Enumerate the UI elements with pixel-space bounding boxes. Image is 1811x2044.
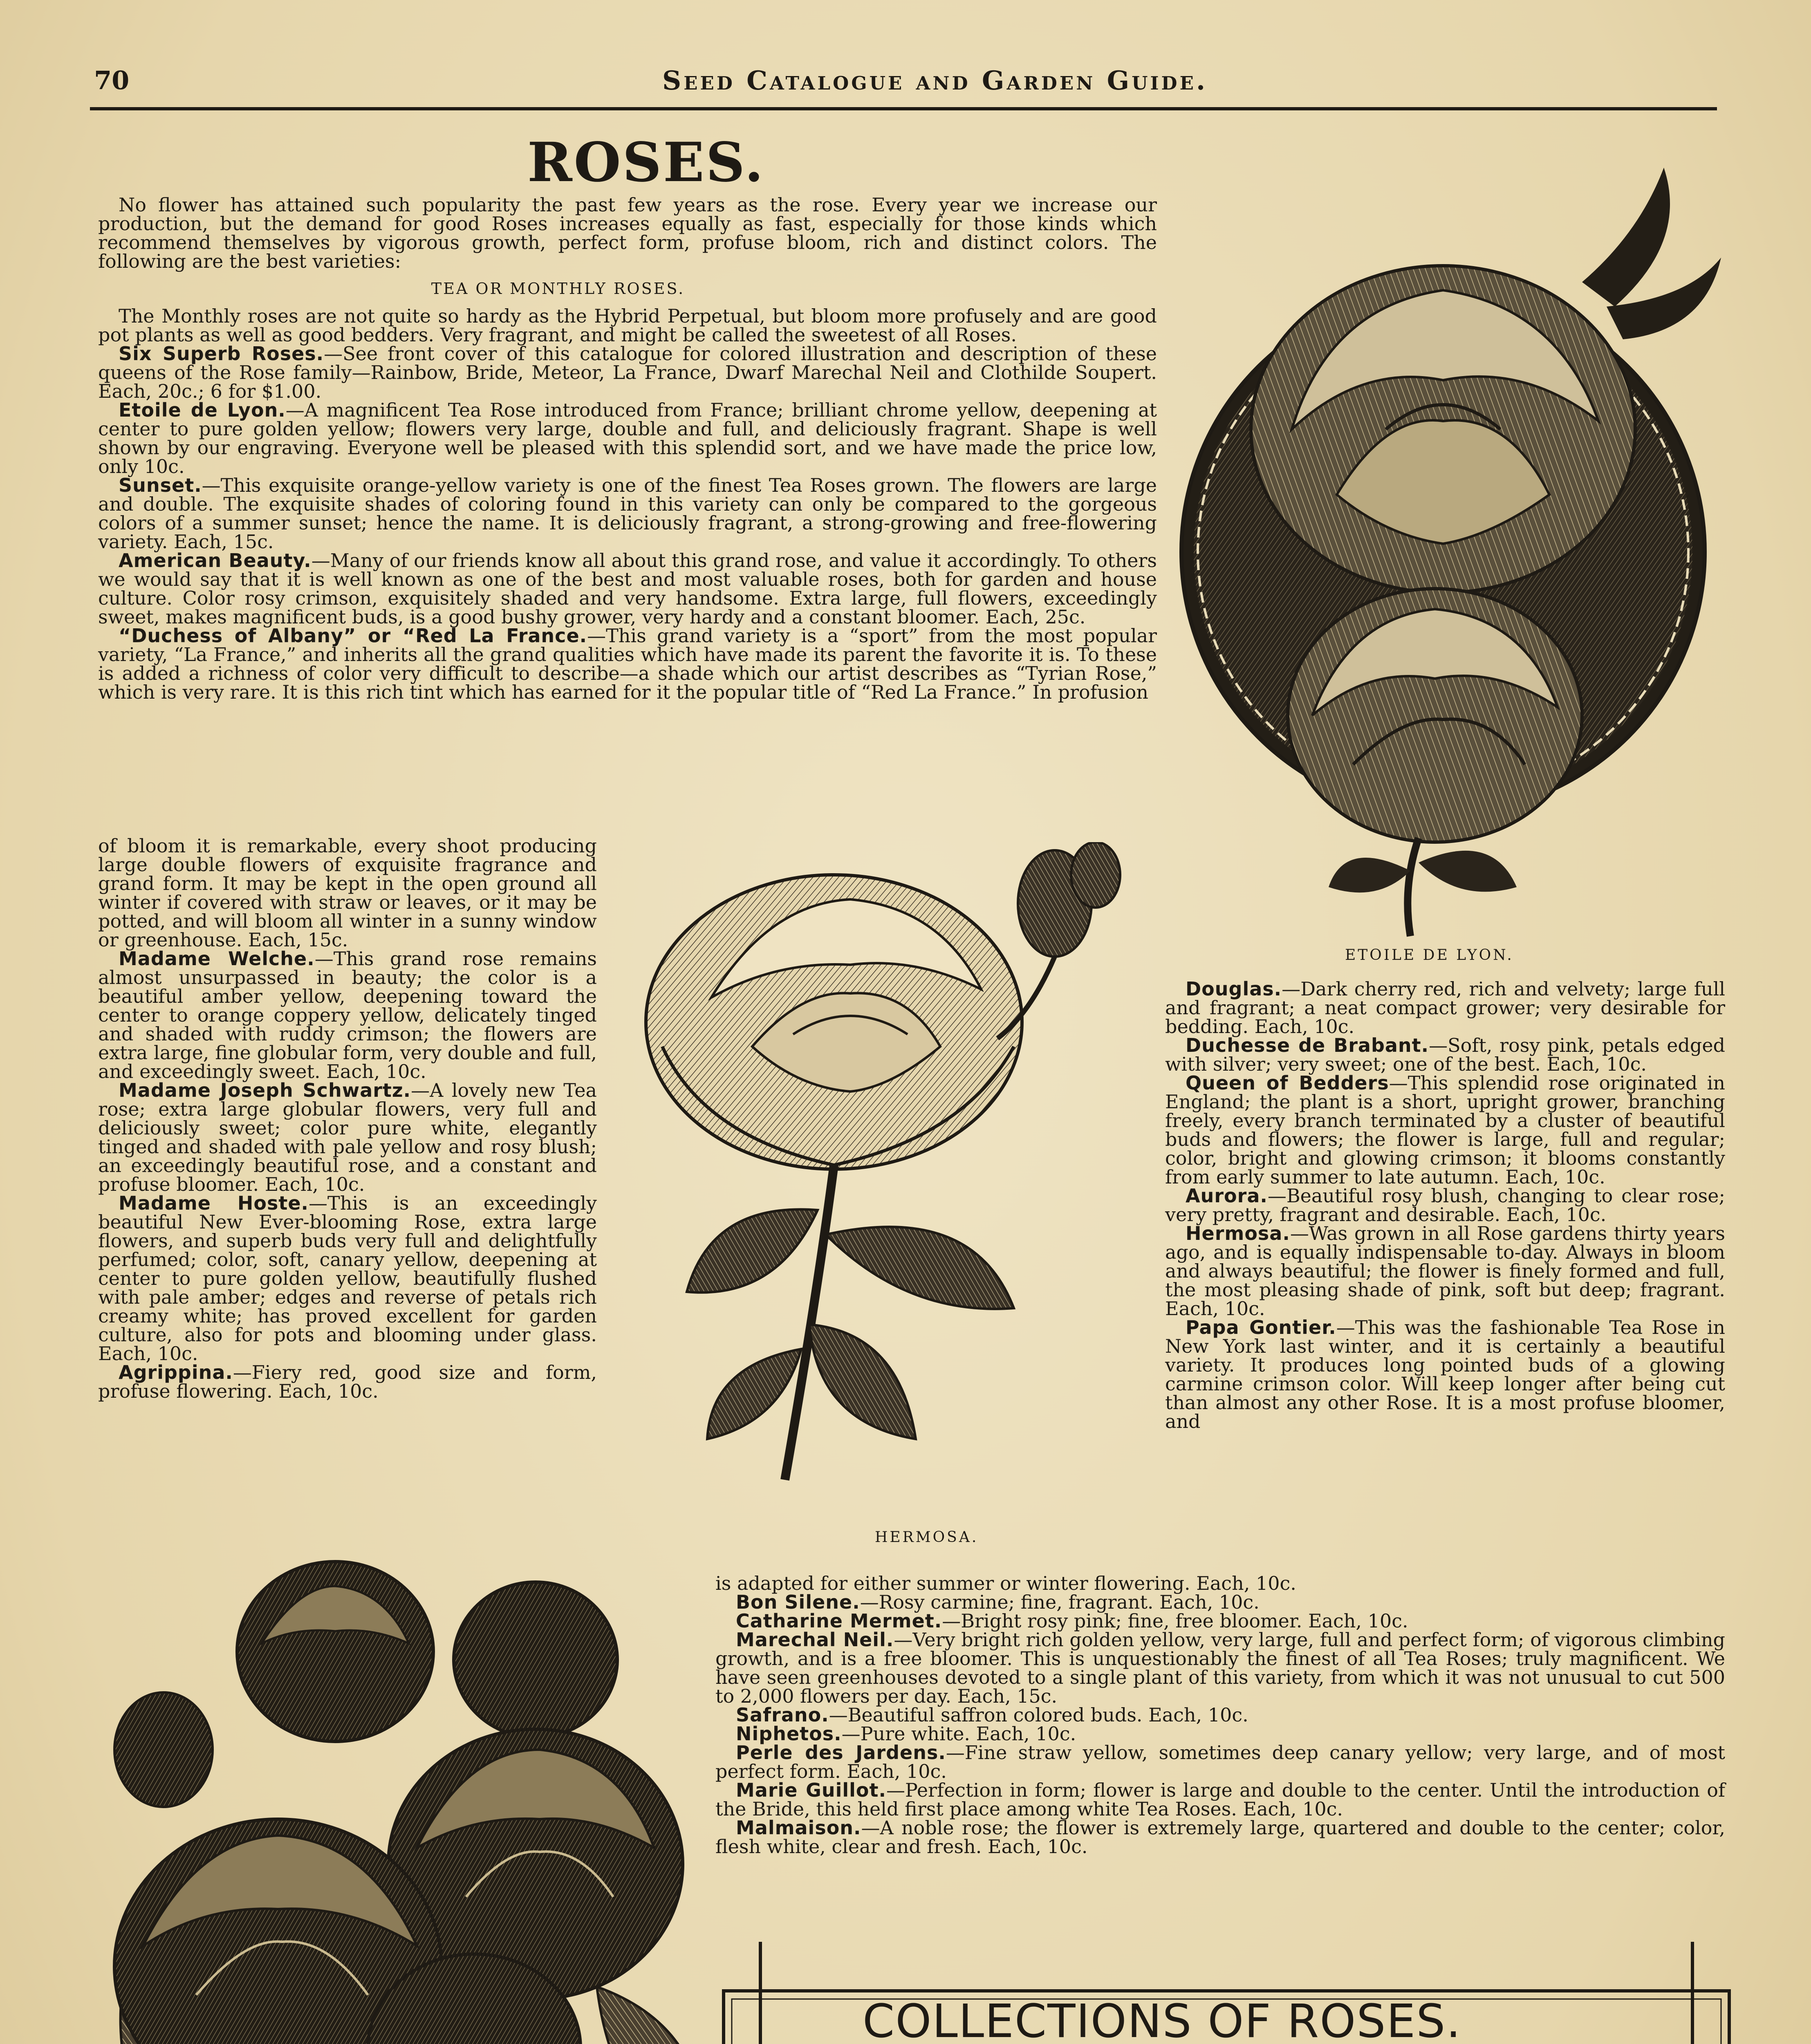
papa-continuation: is adapted for either summer or winter flowering. Each, 10c. <box>715 1572 1296 1594</box>
rose-entry <box>98 1081 597 1194</box>
entry-text: —Bright rosy pink; fine, free bloomer. Each, 10c. <box>942 1610 1408 1632</box>
entry-text: —This was the fashionable Tea Rose in New York last winter, and it is certainly a beautiful variety. It produces long pointed buds of a glowing carmine crimson color. Will keep longer after being cut than almost any other Rose. It is a most profuse bloomer, and <box>1165 1316 1725 1432</box>
entry-name: Marechal Neil. <box>736 1629 894 1651</box>
caption-etoile: ETOILE DE LYON. <box>1345 947 1514 964</box>
rose-entry <box>715 1743 1725 1781</box>
caption-hermosa: HERMOSA. <box>875 1529 979 1546</box>
entry-name: Papa Gontier. <box>1186 1316 1336 1338</box>
entry-name: Catharine Mermet. <box>736 1610 942 1632</box>
rose-entry <box>98 1363 597 1401</box>
entry-name: Safrano. <box>736 1704 829 1726</box>
entry-name: Duchesse de Brabant. <box>1186 1034 1429 1056</box>
entry-name: Hermosa. <box>1186 1222 1290 1244</box>
monthly-intro: The Monthly roses are not quite so hardy as the Hybrid Perpetual, but bloom more profusely and are good pot plants as well as good bedders. Very fragrant, and might be called the sweetest of all Roses. <box>98 305 1157 346</box>
rose-entry <box>715 1706 1725 1724</box>
entry-name: Madame Welche. <box>119 948 315 970</box>
entry-name: Six Superb Roses. <box>119 343 324 365</box>
rose-entry <box>1165 1318 1725 1431</box>
rose-entry <box>715 1611 1725 1630</box>
rose-entry <box>98 1194 597 1363</box>
entry-name: Sunset. <box>119 474 202 496</box>
rose-entry <box>1165 979 1725 1036</box>
rose-entry <box>1165 1036 1725 1074</box>
entry-text: —This grand variety is a “sport” from the most popular variety, “La France,” and inherits all the grand qualities which have made its parent the favorite it is. To these is added a richness of color very difficult to describe—a shade which our artist describes as “Tyrian Rose,” which is very rare. It is this rich tint which has earned for it the popular title of “Red La France.” In profusion <box>98 625 1157 703</box>
entry-text: —Perfection in form; flower is large and double to the center. Until the introduction of the Bride, this held first place among white Tea Roses. Each, 10c. <box>715 1779 1726 1820</box>
header-rule <box>90 107 1717 110</box>
entry-name: Queen of Bedders <box>1186 1072 1389 1094</box>
entry-text: —A noble rose; the flower is extremely large, quartered and double to the center; color, flesh white, clear and fresh. Each, 10c. <box>715 1817 1725 1858</box>
entry-text: —Rosy carmine; fine, fragrant. Each, 10c. <box>860 1591 1260 1613</box>
rose-entry <box>98 949 597 1081</box>
entry-name: Etoile de Lyon. <box>119 399 286 421</box>
rose-entry <box>715 1818 1725 1856</box>
entry-text: —Fiery red, good size and form, profuse flowering. Each, 10c. <box>98 1361 597 1402</box>
entry-name: Aurora. <box>1186 1185 1268 1207</box>
entry-name: Douglas. <box>1186 978 1282 1000</box>
entry-name: “Duchess of Albany” or “Red La France. <box>119 625 587 647</box>
entry-text: —Dark cherry red, rich and velvety; large full and fragrant; a neat compact grower; very desirable for bedding. Each, 10c. <box>1165 978 1725 1038</box>
rose-entry <box>1165 1186 1725 1224</box>
entry-text: —A lovely new Tea rose; extra large globular flowers, very full and deliciously sweet; color pure white, elegantly tinged and shaded with pale yellow and rosy blush; an exceedingly beautiful rose, and a constant and profuse bloomer. Each, 10c. <box>98 1079 597 1195</box>
entry-text: —This exquisite orange-yellow variety is one of the finest Tea Roses grown. The flowers are large and double. The exquisite shades of coloring found in this variety can only be compared to the gorgeous colors of a summer sunset; hence the name. It is deliciously fragrant, a strong-growing and free-flowering variety. Each, 15c. <box>98 474 1157 553</box>
rose-entry <box>98 344 1157 401</box>
entry-text: —Was grown in all Rose gardens thirty years ago, and is equally indispensable to-day. Always in bloom and always beautiful; the flower is finely formed and full, the most pleasing shade of pink, soft but deep; fragrant. Each, 10c. <box>1165 1222 1725 1320</box>
entry-name: American Beauty. <box>119 549 312 572</box>
entry-name: Bon Silene. <box>736 1591 860 1613</box>
entry-name: Madame Hoste. <box>119 1192 309 1214</box>
rose-entry <box>715 1781 1725 1818</box>
intro-paragraph: No flower has attained such popularity the past few years as the rose. Every year we increase our production, but the demand for good Roses increases equally as fast, especially for those kinds which recommend themselves by vigorous growth, perfect form, profuse bloom, rich and distinct colors. The following are the best varieties: <box>98 194 1157 272</box>
etoile-de-lyon-illustration <box>1157 135 1729 948</box>
entries-left <box>98 949 597 1401</box>
left-column <box>98 836 597 1401</box>
rose-entry <box>98 476 1157 551</box>
entry-text: —Very bright rich golden yellow, very large, full and perfect form; of vigorous climbing growth, and is a free bloomer. This is unquestionably the finest of all Tea Roses; truly magnificent. We have seen greenhouses devoted to a single plant of this variety, from which it was not unusual to cut 500 to 2,000 flowers per day. Each, 15c. <box>715 1629 1726 1707</box>
rose-entry <box>715 1630 1725 1706</box>
subheading: TEA OR MONTHLY ROSES. <box>431 280 685 298</box>
entry-text: —Soft, rosy pink, petals edged with silver; very sweet; one of the best. Each, 10c. <box>1165 1034 1725 1075</box>
entry-text: —A magnificent Tea Rose introduced from France; brilliant chrome yellow, deepening at center to pure golden yellow; flowers very large, double and full, and deliciously fragrant. Shape is well shown by our engraving. Everyone well be pleased with this splendid sort, and we have made the price low, only 10c. <box>98 399 1157 477</box>
entry-name: Madame Joseph Schwartz. <box>119 1079 411 1101</box>
entry-text: —Fine straw yellow, sometimes deep canary yellow; very large, and of most perfect form. Each, 10c. <box>715 1741 1725 1782</box>
entry-text: —This splendid rose originated in England; the plant is a short, upright grower, branching freely, every branch terminated by a cluster of beautiful buds and flowers; the flower is large, full and regular; color, bright and glowing crimson; it blooms constantly from early summer to late autumn. Each, 10c. <box>1165 1072 1725 1188</box>
entry-name: Agrippina. <box>119 1361 233 1383</box>
section-title: ROSES. <box>527 131 765 194</box>
collections-title: COLLECTIONS OF ROSES. <box>863 1995 1461 2044</box>
entry-text: —Many of our friends know all about this grand rose, and value it accordingly. To others we would say that it is well known as one of the best and most valuable roses, both for garden and house culture. Color rosy crimson, exquisitely shaded and very handsome. Extra large, full flowers, exceedingly sweet, makes magnificent buds, is a good bushy grower, very hardy and a constant bloomer. Each, 25c. <box>98 549 1157 628</box>
entry-text: —This grand rose remains almost unsurpassed in beauty; the color is a beautiful amber yellow, deepening toward the center to orange coppery yellow, delicately tinged and shaded with ruddy crimson; the flowers are extra large, fine globular form, very double and full, and exceedingly sweet. Each, 10c. <box>98 948 597 1083</box>
page-number: 70 <box>94 65 130 95</box>
bottom-text-block <box>715 1574 1725 1856</box>
general-jacqueminot-illustration <box>106 1537 711 2044</box>
rose-entry <box>1165 1224 1725 1318</box>
running-header: Seed Catalogue and Garden Guide. <box>662 65 1208 96</box>
entry-name: Perle des Jardens. <box>736 1741 946 1764</box>
rose-entry <box>715 1724 1725 1743</box>
entries-bottom <box>715 1593 1725 1856</box>
right-column <box>1165 979 1725 1431</box>
duchess-continuation: of bloom it is remarkable, every shoot producing large double flowers of exquisite fragrance and grand form. It may be kept in the open ground all winter if covered with straw or leaves, or it may be potted, and will bloom all winter in a sunny window or greenhouse. Each, 15c. <box>98 835 597 951</box>
top-text-block <box>98 195 1157 702</box>
rose-entry <box>98 551 1157 626</box>
entries-right <box>1165 979 1725 1431</box>
entry-text: —Pure white. Each, 10c. <box>841 1723 1076 1745</box>
entries-top <box>98 344 1157 626</box>
entry-text: —See front cover of this catalogue for colored illustration and description of these queens of the Rose family—Rainbow, Bride, Meteor, La France, Dwarf Marechal Neil and Clothilde Soupert. Each, 20c.; 6 for $1.00. <box>98 343 1157 402</box>
entry-text: —Beautiful saffron colored buds. Each, 10c. <box>829 1704 1248 1726</box>
entry-name: Marie Guillot. <box>736 1779 886 1801</box>
entry-name: Niphetos. <box>736 1723 842 1745</box>
rose-entry <box>1165 1074 1725 1186</box>
hermosa-illustration <box>605 842 1169 1513</box>
entry-text: —Beautiful rosy blush, changing to clear rose; very pretty, fragrant and desirable. Each, 10c. <box>1165 1185 1725 1226</box>
entry-text: —This is an exceedingly beautiful New Ever-blooming Rose, extra large flowers, and superb buds very full and delightfully perfumed; color, soft, canary yellow, deepening at center to pure golden yellow, beautifully flushed with pale amber; edges and reverse of petals rich creamy white; has proved excellent for garden culture, also for pots and blooming under glass. Each, 10c. <box>98 1192 597 1365</box>
entry-duchess <box>98 626 1157 702</box>
entry-name: Malmaison. <box>736 1817 861 1839</box>
rose-entry <box>98 401 1157 476</box>
rose-entry <box>715 1593 1725 1611</box>
